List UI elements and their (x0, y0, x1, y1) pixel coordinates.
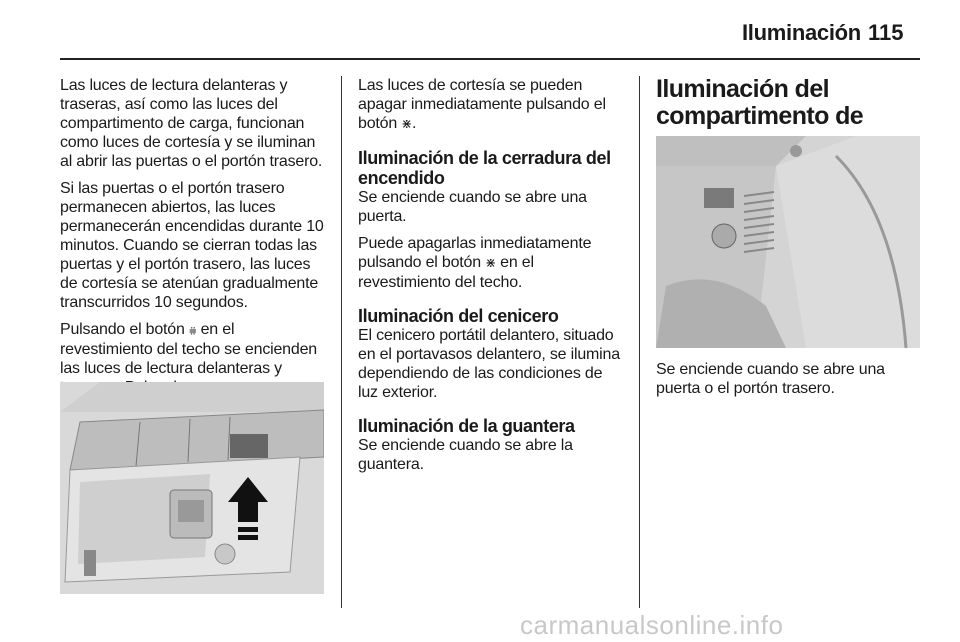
courtesy-light-icon: ⋇ (401, 117, 412, 132)
paragraph: Pulsando el botón ⩷ en el revestimiento del techo se encienden las luces de lectura delanteras y (60, 321, 317, 377)
roof-console-illustration (60, 382, 324, 594)
paragraph: Si las puertas o el portón trasero permanecen abiertos, las luces permanecerán encendidas durante 10 minutos. Cuando se cierran todas las puertas y el portón trasero, las luces de cortesía se atenúan gradualmente transcurridos 10 segundos. (60, 180, 324, 311)
paragraph: Se enciende cuando se abre la guantera. (358, 437, 573, 473)
header-divider (60, 58, 920, 60)
column-divider (341, 76, 342, 608)
cargo-light-illustration (656, 136, 920, 348)
subheading: Iluminación del cenicero (358, 306, 559, 326)
paragraph: Se enciende cuando se abre una puerta o el portón trasero. (656, 361, 885, 397)
column-3-lower (656, 360, 920, 406)
section-heading: Iluminación del compartimento de (656, 75, 864, 130)
paragraph: Se enciende cuando se abre una puerta. (358, 189, 587, 225)
subheading: Iluminación de la guantera (358, 416, 575, 436)
paragraph: Las luces de cortesía se pueden apagar inmediatamente pulsando el botón ⋇. (358, 77, 606, 132)
column-1 (60, 76, 326, 424)
courtesy-light-icon: ⋇ (485, 256, 496, 271)
watermark: carmanualsonline.info (520, 610, 784, 640)
column-2 (358, 76, 624, 482)
paragraph: Las luces de lectura delanteras y traseras, así como las luces del compartimento de carga, funcionan como luces de cortesía y se iluminan al abrir las puertas o el portón trasero. (60, 77, 323, 170)
column-divider (639, 76, 640, 608)
paragraph: El cenicero portátil delantero, situado en el portavasos delantero, se ilumina dependiendo de las condiciones de luz exterior. (358, 327, 620, 401)
page-number: 115 (868, 20, 904, 45)
reading-light-icon: ⩷ (188, 323, 197, 338)
section-title: Iluminación (742, 20, 861, 45)
subheading: Iluminación de la cerradura del encendido (358, 148, 611, 188)
paragraph: Puede apagarlas inmediatamente pulsando el botón ⋇ en el revestimiento del techo. (358, 235, 592, 291)
